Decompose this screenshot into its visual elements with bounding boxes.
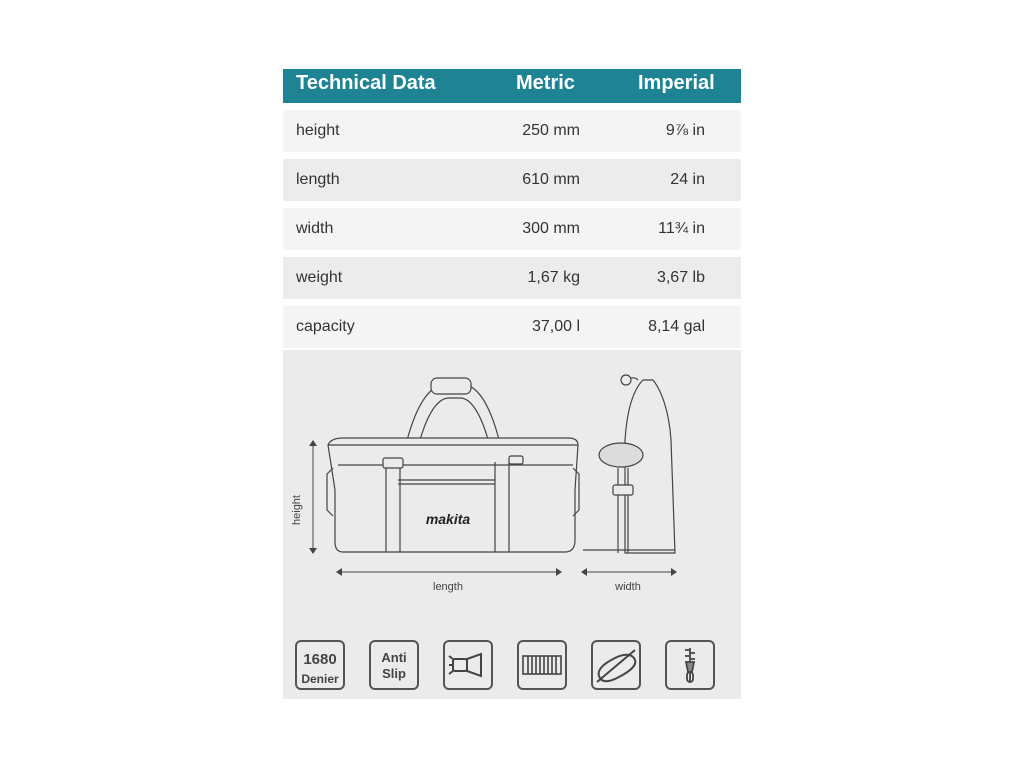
header-imperial: Imperial <box>638 72 715 94</box>
zipper-icon <box>665 640 715 690</box>
table-row <box>283 208 741 250</box>
row-metric-value: 300 mm <box>522 220 580 237</box>
row-imperial-value: 8,14 gal <box>648 318 705 335</box>
handle-grip <box>431 378 471 394</box>
table-row <box>283 110 741 152</box>
row-label: capacity <box>296 318 355 335</box>
denier-value: 1680 <box>303 651 337 668</box>
row-metric-value: 37,00 l <box>531 318 580 335</box>
row-metric-value: 1,67 kg <box>527 269 580 286</box>
anti-slip-icon <box>369 640 419 690</box>
row-metric-value: 610 mm <box>522 171 580 188</box>
bag-illustration-panel <box>283 350 741 699</box>
height-label: height <box>291 495 303 525</box>
row-imperial-value: 24 in <box>670 171 705 188</box>
table-row <box>283 159 741 201</box>
side-view-body <box>625 380 675 553</box>
row-label: height <box>296 122 340 139</box>
row-label: width <box>296 220 334 237</box>
table-header <box>283 69 741 103</box>
table-row <box>283 306 741 348</box>
row-label: weight <box>296 269 343 286</box>
row-label: length <box>296 171 340 188</box>
anti-slip-line1: Anti <box>381 650 407 665</box>
width-label: width <box>615 581 641 593</box>
denier-unit: Denier <box>301 672 339 686</box>
makita-logo: makita <box>425 511 471 527</box>
row-metric-value: 250 mm <box>522 122 580 139</box>
row-imperial-value: 9⅞ in <box>665 122 705 139</box>
header-metric: Metric <box>516 72 575 94</box>
strap-icon <box>517 640 567 690</box>
row-imperial-value: 11¾ in <box>658 220 705 237</box>
length-label: length <box>433 581 463 593</box>
table-row <box>283 257 741 299</box>
bag-drawing <box>283 350 741 635</box>
denier-icon <box>295 640 345 690</box>
row-imperial-value: 3,67 lb <box>656 269 705 286</box>
shoulder-pad-icon <box>591 640 641 690</box>
buckle-icon <box>443 640 493 690</box>
technical-data-table <box>283 69 741 348</box>
bag-body <box>328 438 578 552</box>
header-technical-data: Technical Data <box>296 72 436 94</box>
anti-slip-line2: Slip <box>382 666 406 681</box>
feature-icons <box>295 638 735 694</box>
